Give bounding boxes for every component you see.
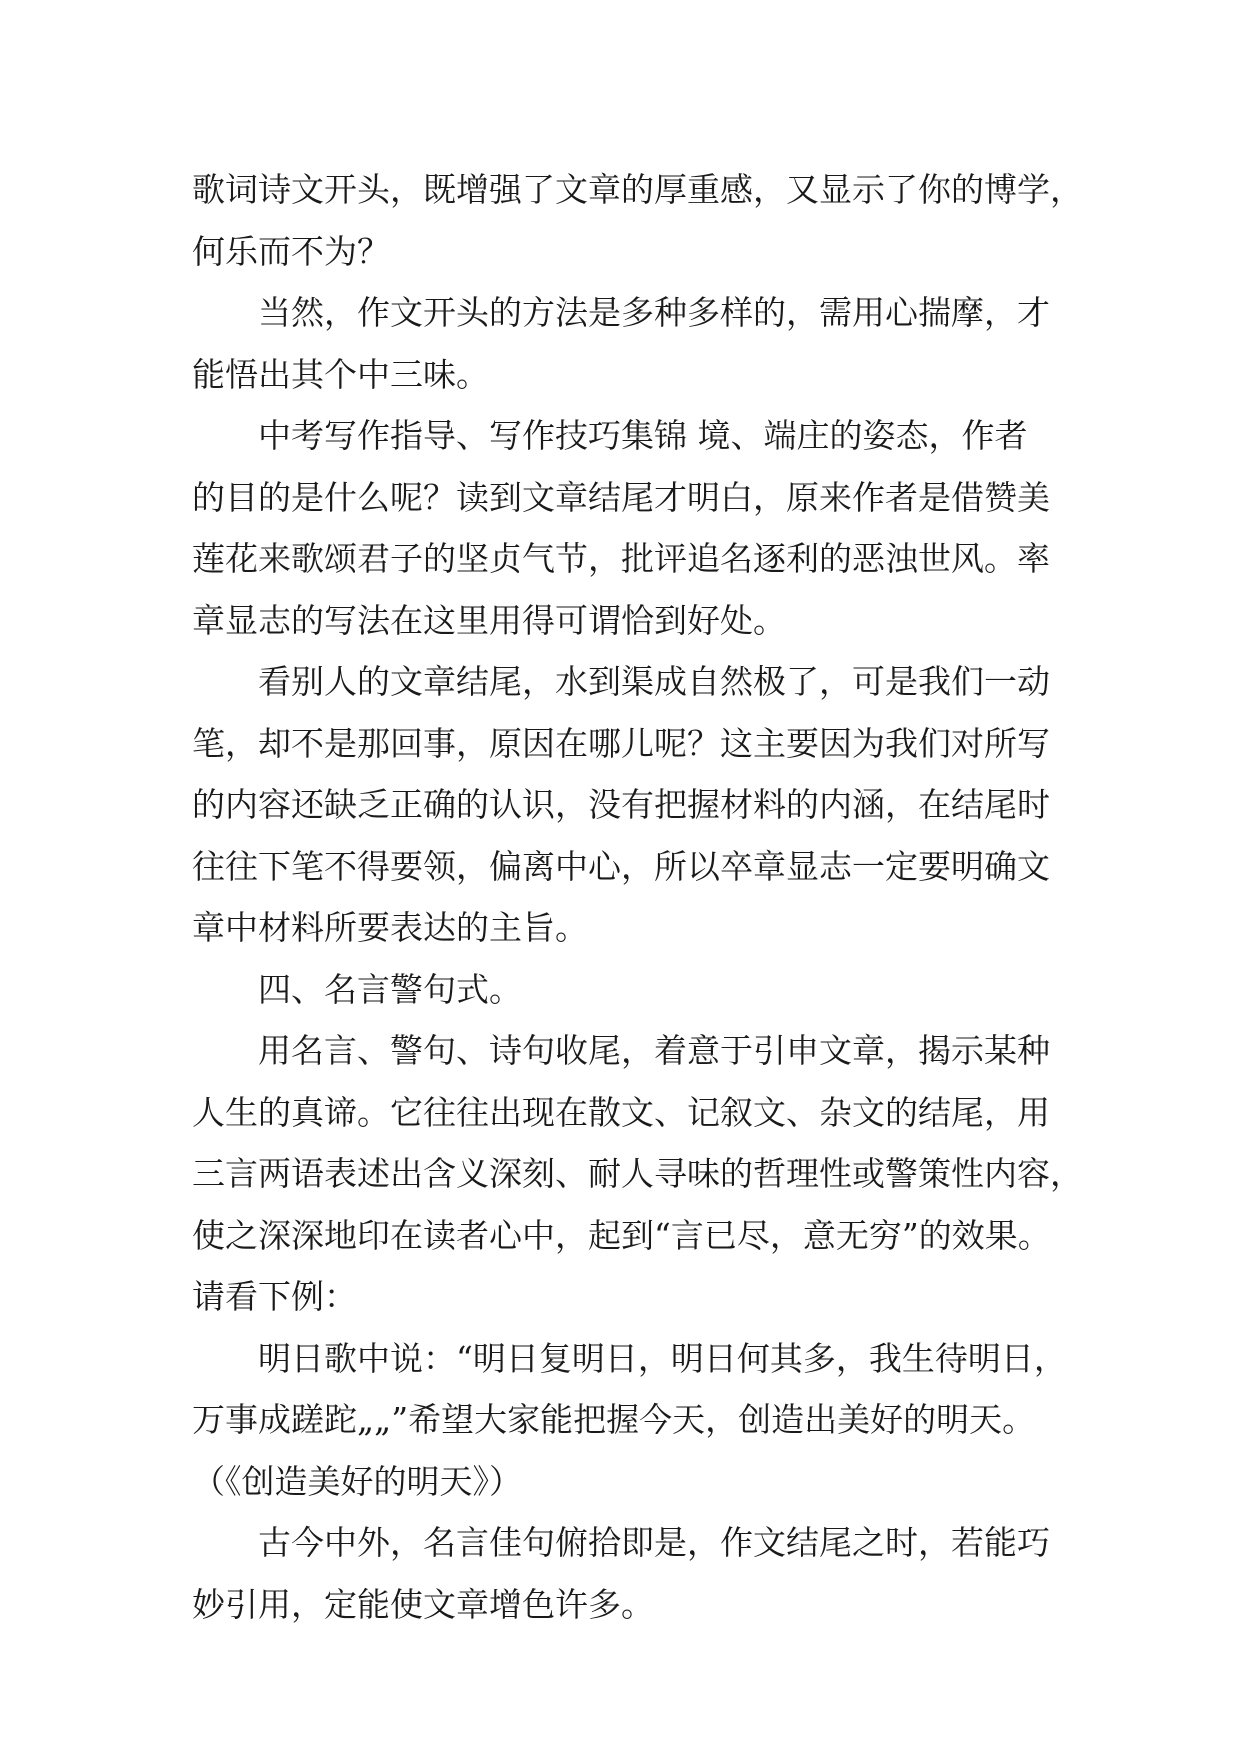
paragraph-start-line: 当然，作文开头的方法是多种多样的，需用心揣摩，才 xyxy=(258,293,1050,332)
text-line: 笔，却不是那回事，原因在哪儿呢？这主要因为我们对所写 xyxy=(192,723,1050,763)
text-line: 万事成蹉跎„„”希望大家能把握今天，创造出美好的明天。 xyxy=(192,1400,1036,1439)
paragraph-start-line: 看别人的文章结尾，水到渠成自然极了，可是我们一动 xyxy=(258,662,1050,701)
text-line: 的内容还缺乏正确的认识，没有把握材料的内涵，在结尾时 xyxy=(192,785,1050,824)
document-body xyxy=(192,159,1083,1635)
text-line: 请看下例： xyxy=(192,1277,357,1316)
text-line: 歌词诗文开头，既增强了文章的厚重感，又显示了你的博学， xyxy=(192,170,1083,209)
paragraph-start-line: 古今中外，名言佳句俯拾即是，作文结尾之时，若能巧 xyxy=(258,1523,1050,1562)
text-line: 能悟出其个中三味。 xyxy=(192,354,489,394)
paragraph-start-line: 明日歌中说：“明日复明日，明日何其多，我生待明日， xyxy=(258,1338,1067,1378)
text-line: 往往下笔不得要领，偏离中心，所以卒章显志一定要明确文 xyxy=(192,846,1050,886)
text-line: 使之深深地印在读者心中，起到“言已尽，意无穷”的效果。 xyxy=(192,1215,1051,1255)
text-line: 妙引用，定能使文章增色许多。 xyxy=(192,1584,654,1624)
text-line: 何乐而不为？ xyxy=(192,231,390,271)
text-line: 三言两语表述出含义深刻、耐人寻味的哲理性或警策性内容， xyxy=(192,1154,1083,1193)
text-line: 章显志的写法在这里用得可谓恰到好处。 xyxy=(192,600,786,640)
text-line: 莲花来歌颂君子的坚贞气节，批评追名逐利的恶浊世风。率 xyxy=(192,539,1050,578)
paragraph-start-line: 中考写作指导、写作技巧集锦 境、端庄的姿态，作者 xyxy=(258,416,1028,455)
text-line: 人生的真谛。它往往出现在散文、记叙文、杂文的结尾，用 xyxy=(192,1092,1050,1132)
text-line: 章中材料所要表达的主旨。 xyxy=(192,908,588,947)
paragraph-start-line: 用名言、警句、诗句收尾，着意于引申文章，揭示某种 xyxy=(258,1031,1050,1070)
citation-line: （《创造美好的明天》） xyxy=(192,1461,522,1501)
section-heading: 四、名言警句式。 xyxy=(258,969,522,1009)
text-line: 的目的是什么呢？读到文章结尾才明白，原来作者是借赞美 xyxy=(192,477,1050,517)
